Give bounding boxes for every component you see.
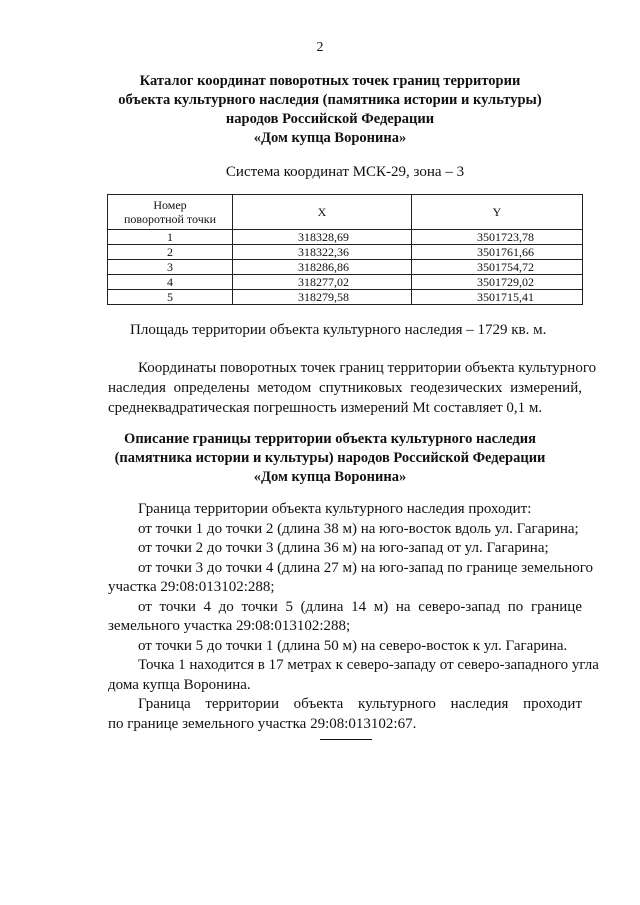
boundary-line: от точки 4 до точки 5 (длина 14 м) на северо-запад по границе [138,598,582,615]
table-header-row [108,195,583,230]
header-point-number-line: поворотной точки [124,212,216,226]
cell-point: 1 [108,230,233,245]
paragraph-line: наследия определены методом спутниковых геодезических измерений, [108,380,582,396]
table-row [108,260,583,275]
catalog-title-line: Каталог координат поворотных точек границ территории [139,73,521,89]
cell-y: 3501754,72 [412,260,583,275]
cell-x: 318322,36 [233,245,412,260]
cell-point: 5 [108,290,233,305]
boundary-line: участка 29:08:013102:288; [108,579,275,595]
cell-x: 318279,58 [233,290,412,305]
paragraph-line: Координаты поворотных точек границ территории объекта культурного [138,360,597,376]
table-row [108,290,583,305]
header-point-number [108,195,233,230]
boundary-line: Точка 1 находится в 17 метрах к северо-западу от северо-западного угла [138,657,599,673]
cell-y: 3501715,41 [412,290,583,305]
coordinates-method-paragraph [108,358,597,418]
header-point-number-line: Номер [153,198,187,212]
boundary-line: от точки 1 до точки 2 (длина 38 м) на юго-восток вдоль ул. Гагарина; [138,520,579,537]
area-statement: Площадь территории объекта культурного наследия – 1729 кв. м. [130,322,547,338]
cell-y: 3501723,78 [412,230,583,245]
header-x: X [233,195,412,230]
catalog-title-line: объекта культурного наследия (памятника истории и культуры) [118,92,542,108]
description-title-line: «Дом купца Воронина» [253,469,407,485]
description-title-line: Описание границы территории объекта культурного наследия [124,431,536,447]
boundary-line: от точки 2 до точки 3 (длина 36 м) на юго-запад от ул. Гагарина; [138,540,549,556]
coordinates-table [107,194,583,305]
catalog-title-line: «Дом купца Воронина» [253,130,407,146]
table-row [108,230,583,245]
catalog-title-line: народов Российской Федерации [225,111,435,127]
description-title [60,430,600,487]
cell-y: 3501729,02 [412,275,583,290]
boundary-line: Граница территории объекта культурного наследия проходит [138,696,582,712]
cell-x: 318286,86 [233,260,412,275]
end-of-document-rule [320,739,372,740]
paragraph-line: среднеквадратическая погрешность измерений Мt составляет 0,1 м. [108,400,543,416]
boundary-line: от точки 3 до точки 4 (длина 27 м) на юго-запад по границе земельного [138,559,594,576]
header-y: Y [412,195,583,230]
boundary-line: дома купца Воронина. [108,676,251,693]
cell-x: 318277,02 [233,275,412,290]
description-title-line: (памятника истории и культуры) народов Российской Федерации [114,450,546,466]
cell-point: 4 [108,275,233,290]
cell-point: 2 [108,245,233,260]
cell-y: 3501761,66 [412,245,583,260]
boundary-line: земельного участка 29:08:013102:288; [108,618,351,634]
table-row [108,245,583,260]
boundary-line: Граница территории объекта культурного наследия проходит: [138,501,532,517]
boundary-line: от точки 5 до точки 1 (длина 50 м) на северо-восток к ул. Гагарина. [138,637,568,654]
boundary-line: по границе земельного участка 29:08:013102:67. [108,715,417,732]
cell-point: 3 [108,260,233,275]
boundary-description [108,500,599,734]
coordinate-system: Система координат МСК-29, зона – 3 [225,164,465,180]
table-row [108,275,583,290]
page-number: 2 [316,40,324,55]
catalog-title [60,72,600,148]
cell-x: 318328,69 [233,230,412,245]
